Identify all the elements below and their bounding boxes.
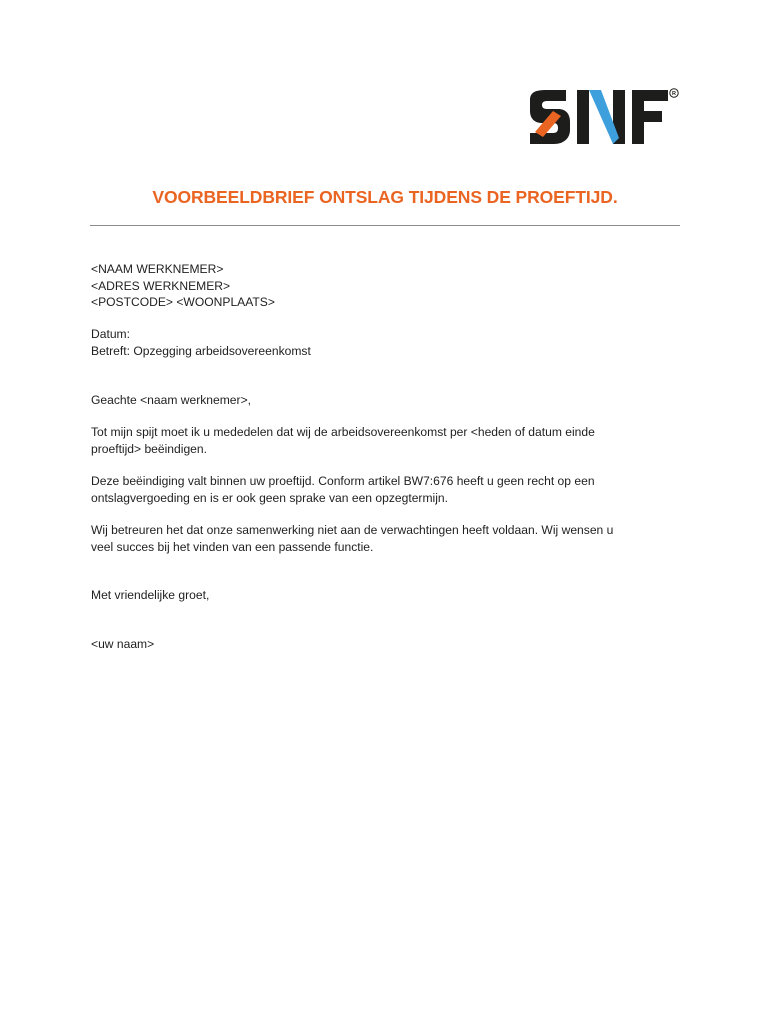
logo-letter-f-mid [632,111,662,122]
paragraph-line: ontslagvergoeding en is er ook geen sprake van een opzegtermijn. [91,490,448,505]
svg-text:R: R [672,91,676,98]
paragraph-line: Deze beëindiging valt binnen uw proeftijd. Conform artikel BW7:676 heeft u geen recht op een [91,474,595,488]
recipient-postcode-city: <POSTCODE> <WOONPLAATS> [91,295,275,309]
paragraph-line: Tot mijn spijt moet ik u mededelen dat wij de arbeidsovereenkomst per <heden of datum einde [91,425,595,439]
salutation [91,392,681,409]
paragraph-line: veel succes bij het vinden van een passende functie. [91,539,374,554]
logo-letter-n-left [577,90,589,144]
body-paragraph-2 [91,473,681,506]
snf-logo-graphic [526,86,682,148]
body-paragraph-3 [91,522,681,555]
signature [91,636,681,653]
recipient-street: <ADRES WERKNEMER> [91,278,231,293]
body-paragraph-1 [91,424,681,457]
logo-letter-f-top [632,90,668,101]
letter-meta [91,326,681,359]
closing-text: Met vriendelijke groet, [91,588,210,602]
closing [91,587,681,604]
title-divider [90,225,680,226]
salutation-text: Geachte <naam werknemer>, [91,393,251,407]
snf-logo [526,86,682,148]
paragraph-line: proeftijd> beëindigen. [91,441,207,456]
date-line: Datum: [91,327,130,341]
document-title: VOORBEELDBRIEF ONTSLAG TIJDENS DE PROEFTIJD. [152,187,618,207]
paragraph-line: Wij betreuren het dat onze samenwerking niet aan de verwachtingen heeft voldaan. Wij wensen u [91,523,614,537]
recipient-name: <NAAM WERKNEMER> [91,262,224,276]
signature-text: <uw naam> [91,637,155,651]
recipient-address [91,261,681,311]
subject-line: Betreft: Opzegging arbeidsovereenkomst [91,343,311,358]
